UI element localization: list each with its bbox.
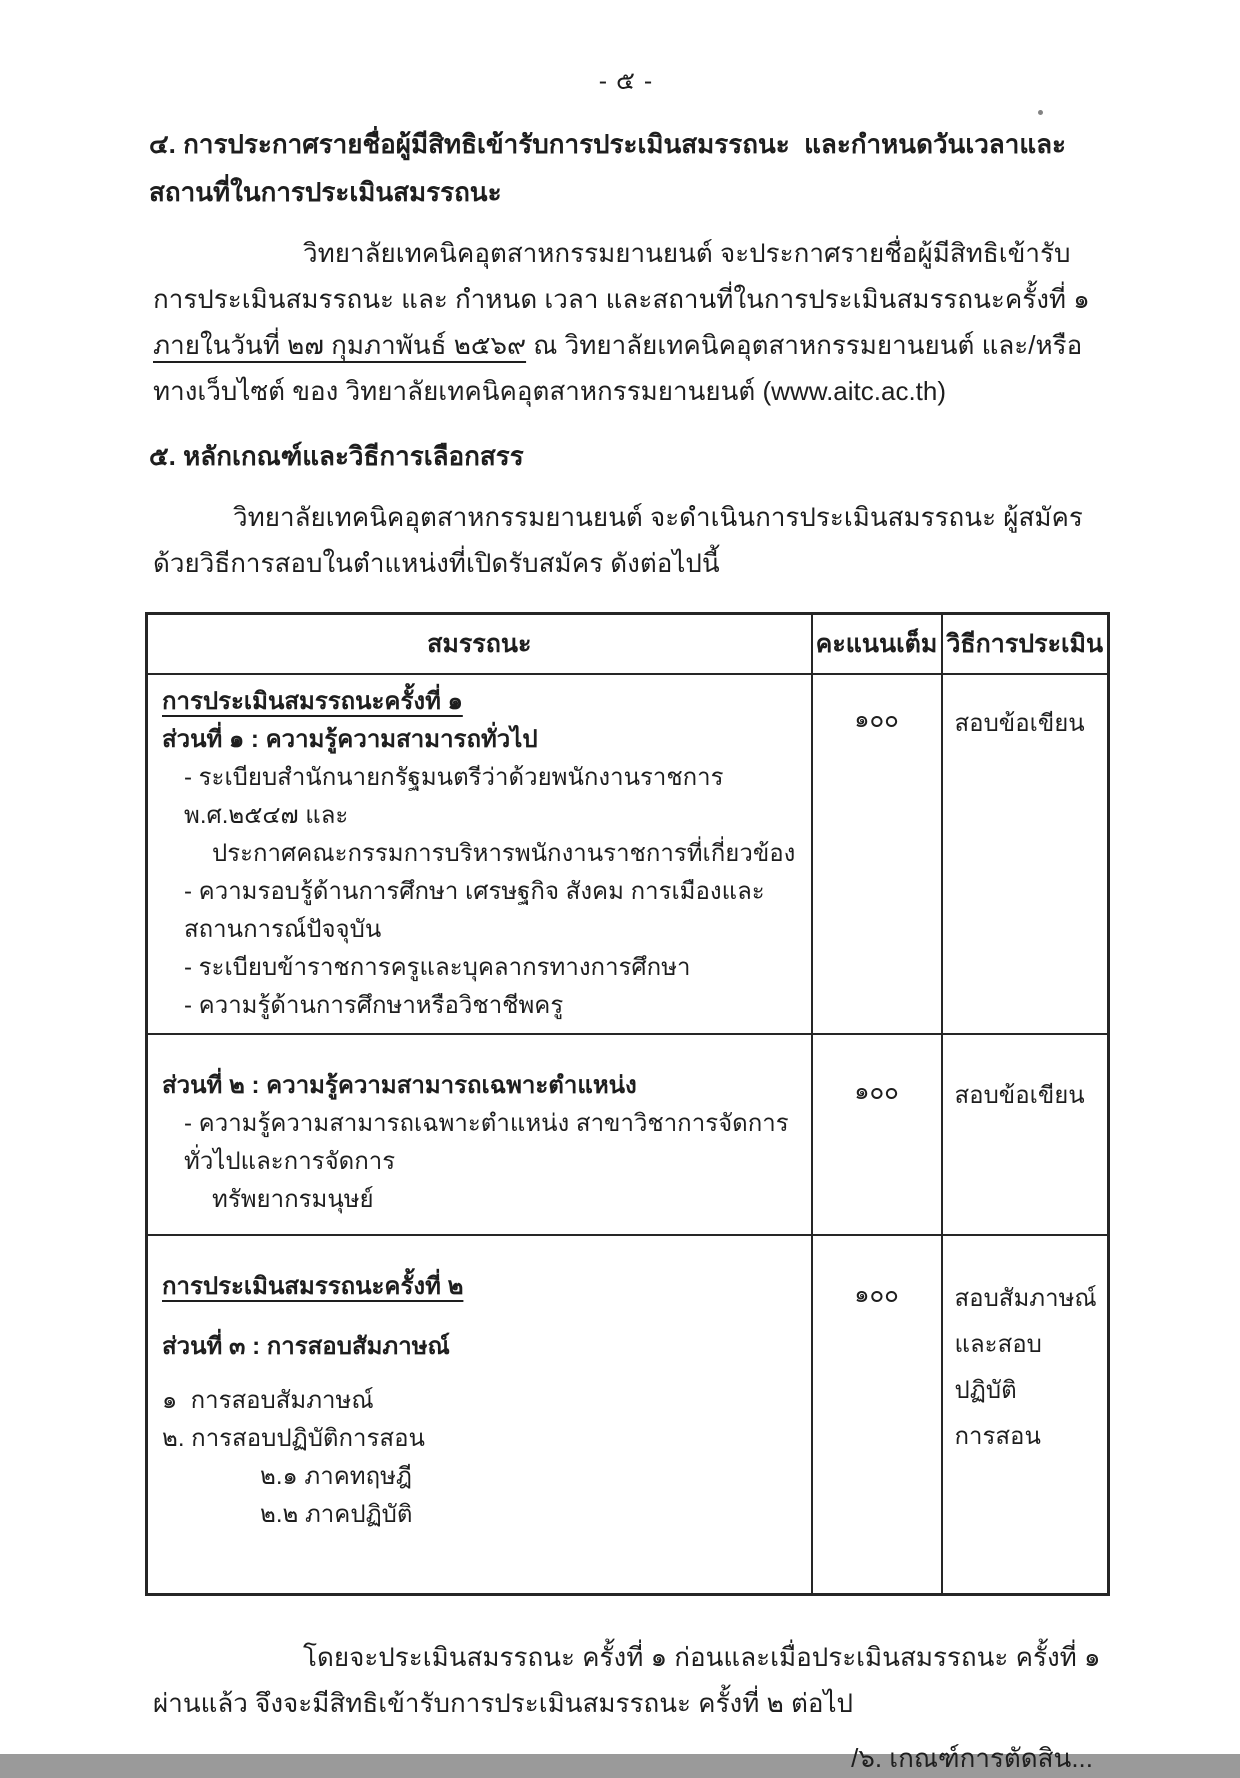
announcement-deadline-date: ภายในวันที่ ๒๗ กุมภาพันธ์ ๒๕๖๙ [153,330,527,360]
method-line: สอบข้อเขียน [954,1082,1085,1109]
competency-line: ๑ การสอบสัมภาษณ์ [162,1387,374,1414]
method-cell [942,1034,1109,1235]
score-cell [812,1235,942,1595]
col-header-competency: สมรรถนะ [147,614,812,675]
method-line: การสอน [954,1423,1041,1450]
method-line: และสอบปฏิบัติ [954,1331,1042,1404]
section4-paragraph [153,230,1107,414]
competency-line: - ความรู้ความสามารถเฉพาะตำแหน่ง สาขาวิชาการจัดการทั่วไปและการจัดการ [184,1110,789,1175]
table-row-assessment-part2 [147,1034,1109,1235]
competency-line: ส่วนที่ ๓ : การสอบสัมภาษณ์ [162,1333,450,1360]
method-cell [942,674,1109,1034]
competency-line: ๒.๑ ภาคทฤษฎี [260,1463,413,1490]
table-row-assessment-1 [147,674,1109,1034]
continuation-footer: /๖. เกณฑ์การตัดสิน... [851,1743,1093,1773]
competency-line: ส่วนที่ ๒ : ความรู้ความสามารถเฉพาะตำแหน่ง [162,1072,637,1099]
competency-line: - ความรู้ด้านการศึกษาหรือวิชาชีพครู [184,992,564,1019]
col-header-method: วิธีการประเมิน [942,614,1109,675]
method-line: สอบข้อเขียน [954,710,1085,737]
competency-line: การประเมินสมรรถนะครั้งที่ ๑ [162,688,463,715]
score-value: ๑๐๐ [854,1078,899,1105]
competency-line: ๒.๒ ภาคปฏิบัติ [260,1501,413,1528]
scan-artifact-dot [1038,110,1043,115]
competency-line: ทรัพยากรมนุษย์ [212,1186,374,1213]
competency-cell [147,1235,812,1595]
score-value: ๑๐๐ [854,1281,899,1308]
section4-heading: ๔. การประกาศรายชื่อผู้มีสิทธิเข้ารับการประเมินสมรรถนะ และกำหนดวันเวลาและสถานที่ในการประเมินสมรรถนะ [149,129,1066,207]
col-header-full-score: คะแนนเต็ม [812,614,942,675]
method-line: สอบสัมภาษณ์ [954,1285,1097,1312]
competency-cell [147,1034,812,1235]
table-row-assessment-2 [147,1235,1109,1595]
competency-line: - ความรอบรู้ด้านการศึกษา เศรษฐกิจ สังคม การเมืองและสถานการณ์ปัจจุบัน [184,878,765,943]
score-cell [812,674,942,1034]
competency-line: - ระเบียบสำนักนายกรัฐมนตรีว่าด้วยพนักงานราชการ พ.ศ.๒๕๔๗ และ [184,764,731,829]
table-header-row [147,614,1109,675]
assessment-table [145,612,1110,1596]
score-cell [812,1034,942,1235]
closing-paragraph: โดยจะประเมินสมรรถนะ ครั้งที่ ๑ ก่อนและเมื่อประเมินสมรรถนะ ครั้งที่ ๑ ผ่านแล้ว จึงจะมีสิทธิเข้ารับการประเมินสมรรถนะ ครั้งที่ ๒ ต่อไป [153,1642,1108,1718]
score-value: ๑๐๐ [854,706,899,733]
section4-paragraph-tail: ณ วิทยาลัยเทคนิคอุตสาหกรรมยานยนต์ และ/หรือทางเว็บไซต์ ของ วิทยาลัยเทคนิคอุตสาหกรรมยานยนต์ (www.aitc.ac.th) [153,330,1083,406]
method-cell [942,1235,1109,1595]
section4-paragraph-text: วิทยาลัยเทคนิคอุตสาหกรรมยานยนต์ จะประกาศรายชื่อผู้มีสิทธิเข้ารับการประเมินสมรรถนะ และ กำหนด เวลา และสถานที่ในการประเมินสมรรถนะครั้งที่ ๑ [153,238,1098,314]
competency-cell [147,674,812,1034]
page-number: - ๕ - [598,67,654,95]
section5-heading: ๕. หลักเกณฑ์และวิธีการเลือกสรร [149,441,524,471]
competency-line: - ระเบียบข้าราชการครูและบุคลากรทางการศึกษา [184,954,691,981]
competency-line: ๒. การสอบปฏิบัติการสอน [162,1425,425,1452]
competency-line: ประกาศคณะกรรมการบริหารพนักงานราชการที่เกี่ยวข้อง [212,840,796,867]
competency-line: การประเมินสมรรถนะครั้งที่ ๒ [162,1273,464,1300]
section5-paragraph: วิทยาลัยเทคนิคอุตสาหกรรมยานยนต์ จะดำเนินการประเมินสมรรถนะ ผู้สมัครด้วยวิธีการสอบในตำแหน่งที่เปิดรับสมัคร ดังต่อไปนี้ [153,502,1083,578]
competency-line: ส่วนที่ ๑ : ความรู้ความสามารถทั่วไป [162,726,538,753]
